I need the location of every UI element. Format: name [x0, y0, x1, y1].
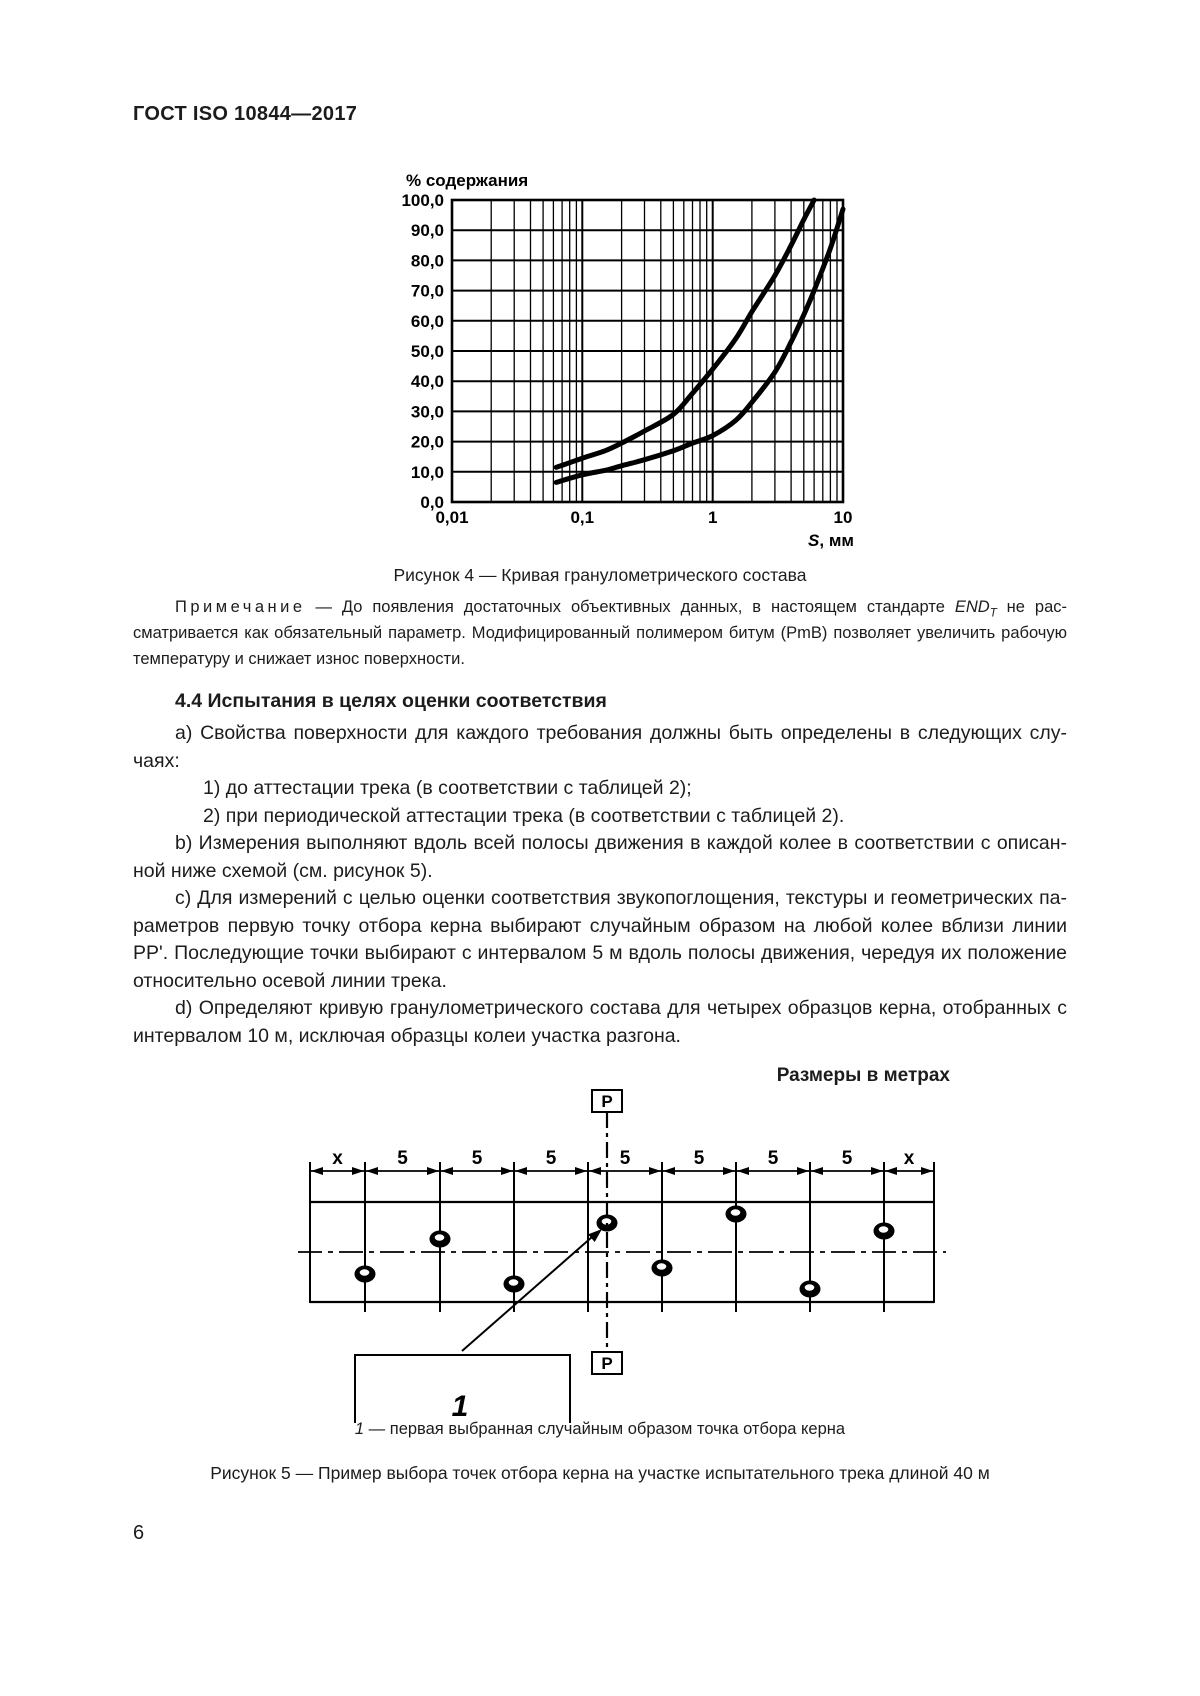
dimension-label: x: [903, 1148, 915, 1169]
dim-arrow-right: [575, 1167, 587, 1175]
figure5-legend: [0, 1420, 1200, 1439]
dim-arrow-left: [811, 1167, 823, 1175]
core-point-hole: [657, 1263, 667, 1269]
dim-arrow-right: [871, 1167, 883, 1175]
dim-arrow-right: [352, 1167, 364, 1175]
dim-arrow-left: [737, 1167, 749, 1175]
dimension-label: x: [332, 1148, 343, 1169]
figure5-caption: Рисунок 5 — Пример выбора точек отбора керна на участке испытательного трека длиной 40 м: [210, 1463, 990, 1483]
x-tick-label: 1: [707, 508, 718, 527]
y-tick-label: 80,0: [410, 251, 444, 271]
dim-arrow-right: [427, 1167, 439, 1175]
dimension-label: 5: [397, 1148, 408, 1169]
note-term-italic: END: [954, 598, 990, 616]
note-term-subscript: T: [989, 607, 997, 620]
callout-arrow-head: [588, 1229, 602, 1242]
y-tick-label: 60,0: [410, 311, 444, 331]
callout-arrow-line: [462, 1237, 592, 1351]
dim-arrow-left: [311, 1167, 323, 1175]
y-tick-label: 10,0: [410, 462, 444, 482]
core-sampling-diagram: [280, 1085, 960, 1430]
dimension-label: 5: [841, 1148, 853, 1169]
figure4-chart-area: [380, 155, 880, 555]
y-tick-label: 90,0: [410, 221, 444, 241]
core-point-hole: [731, 1209, 741, 1215]
y-tick-label: 40,0: [410, 372, 444, 392]
core-point-hole: [360, 1269, 370, 1275]
dimension-label: 5: [545, 1148, 557, 1169]
x-tick-label: 0,1: [570, 508, 595, 527]
core-point-hole: [879, 1226, 889, 1232]
y-tick-label: 30,0: [410, 402, 444, 422]
core-point-hole: [509, 1279, 519, 1285]
figure5-units-note: Размеры в метрах: [776, 1065, 950, 1086]
y-tick-label: 100,0: [401, 191, 444, 210]
grain-size-chart: [380, 155, 880, 555]
note-text-before: — До появления достаточных объективных данных, в настоящем стандарте: [305, 598, 955, 616]
dimension-label: 5: [693, 1148, 705, 1169]
dim-arrow-left: [885, 1167, 897, 1175]
chart-grid-and-curves: [401, 191, 852, 527]
dim-arrow-right: [921, 1167, 933, 1175]
section-heading: 4.4 Испытания в целях оценки соответствия: [175, 690, 607, 712]
paragraph-a1: 1) до аттестации трека (в соответствии с таблицей 2);: [203, 777, 692, 799]
note-text-after: не рассматривается как обязательный параметр. Модифицированный полимером битум (PmB) позволяет увеличить рабочую температуру и снижает износ поверхности.: [133, 598, 1068, 668]
body-text: [133, 720, 1067, 1050]
y-tick-label: 70,0: [410, 281, 444, 301]
dimension-label: 5: [619, 1148, 631, 1169]
dim-arrow-left: [366, 1167, 378, 1175]
section-marker-top: P: [601, 1092, 613, 1111]
y-tick-label: 20,0: [410, 432, 444, 452]
page-number: 6: [133, 1522, 145, 1544]
figure5-diagram-area: [280, 1085, 960, 1430]
paragraph-d: d) Определяют кривую гранулометрического состава для четырех образцов керна, отобранных с интервалом 10 м, исключая образцы колеи участка разгона.: [133, 997, 1067, 1047]
y-tick-label: 50,0: [410, 342, 444, 361]
dim-arrow-right: [723, 1167, 735, 1175]
dimension-label: 5: [767, 1148, 779, 1169]
dimension-label: 5: [471, 1148, 483, 1169]
dim-arrow-left: [589, 1167, 601, 1175]
callout-label-1: 1: [451, 1390, 469, 1423]
core-point-hole: [435, 1234, 445, 1240]
note-label: Примечание: [175, 598, 306, 616]
paragraph-c: c) Для измерений с целью оценки соответствия звукопоглощения, текстуры и геометрических параметров первую точку отбора керна выбирают случайным образом на любой колее вблизи линии PP'. Последующие точки выбирают с интервалом 5 м вдоль полосы движения, чередуя их положение относительно осевой линии трека.: [133, 887, 1067, 992]
note-paragraph: [133, 594, 1067, 672]
dim-arrow-left: [663, 1167, 675, 1175]
dim-arrow-left: [441, 1167, 453, 1175]
x-tick-label: 10: [833, 508, 853, 527]
core-point-hole: [805, 1284, 815, 1290]
document-header: ГОСТ ISO 10844—2017: [133, 103, 358, 125]
paragraph-a: a) Свойства поверхности для каждого требования должны быть определены в следующих случаях:: [133, 722, 1067, 772]
paragraph-a2: 2) при периодической аттестации трека (в соответствии с таблицей 2).: [203, 804, 845, 827]
dim-arrow-right: [649, 1167, 661, 1175]
diagram-track-grid: [298, 1148, 946, 1312]
figure4-caption: Рисунок 4 — Кривая гранулометрического состава: [393, 565, 807, 585]
section-marker-bottom: P: [601, 1354, 613, 1373]
legend-item-number: 1: [354, 1420, 365, 1438]
legend-item-text: — первая выбранная случайным образом точка отбора керна: [364, 1420, 846, 1438]
y-tick-label: 0,0: [420, 493, 444, 512]
dim-arrow-right: [797, 1167, 809, 1175]
paragraph-b: b) Измерения выполняют вдоль всей полосы движения в каждой колее в соответствии с описанной ниже схемой (см. рисунок 5).: [133, 832, 1067, 882]
dim-arrow-right: [501, 1167, 513, 1175]
chart-y-axis-title: % содержания: [406, 171, 529, 190]
chart-x-axis-label: S, мм: [808, 531, 854, 550]
dim-arrow-left: [515, 1167, 527, 1175]
x-tick-label: 0,01: [435, 508, 469, 527]
